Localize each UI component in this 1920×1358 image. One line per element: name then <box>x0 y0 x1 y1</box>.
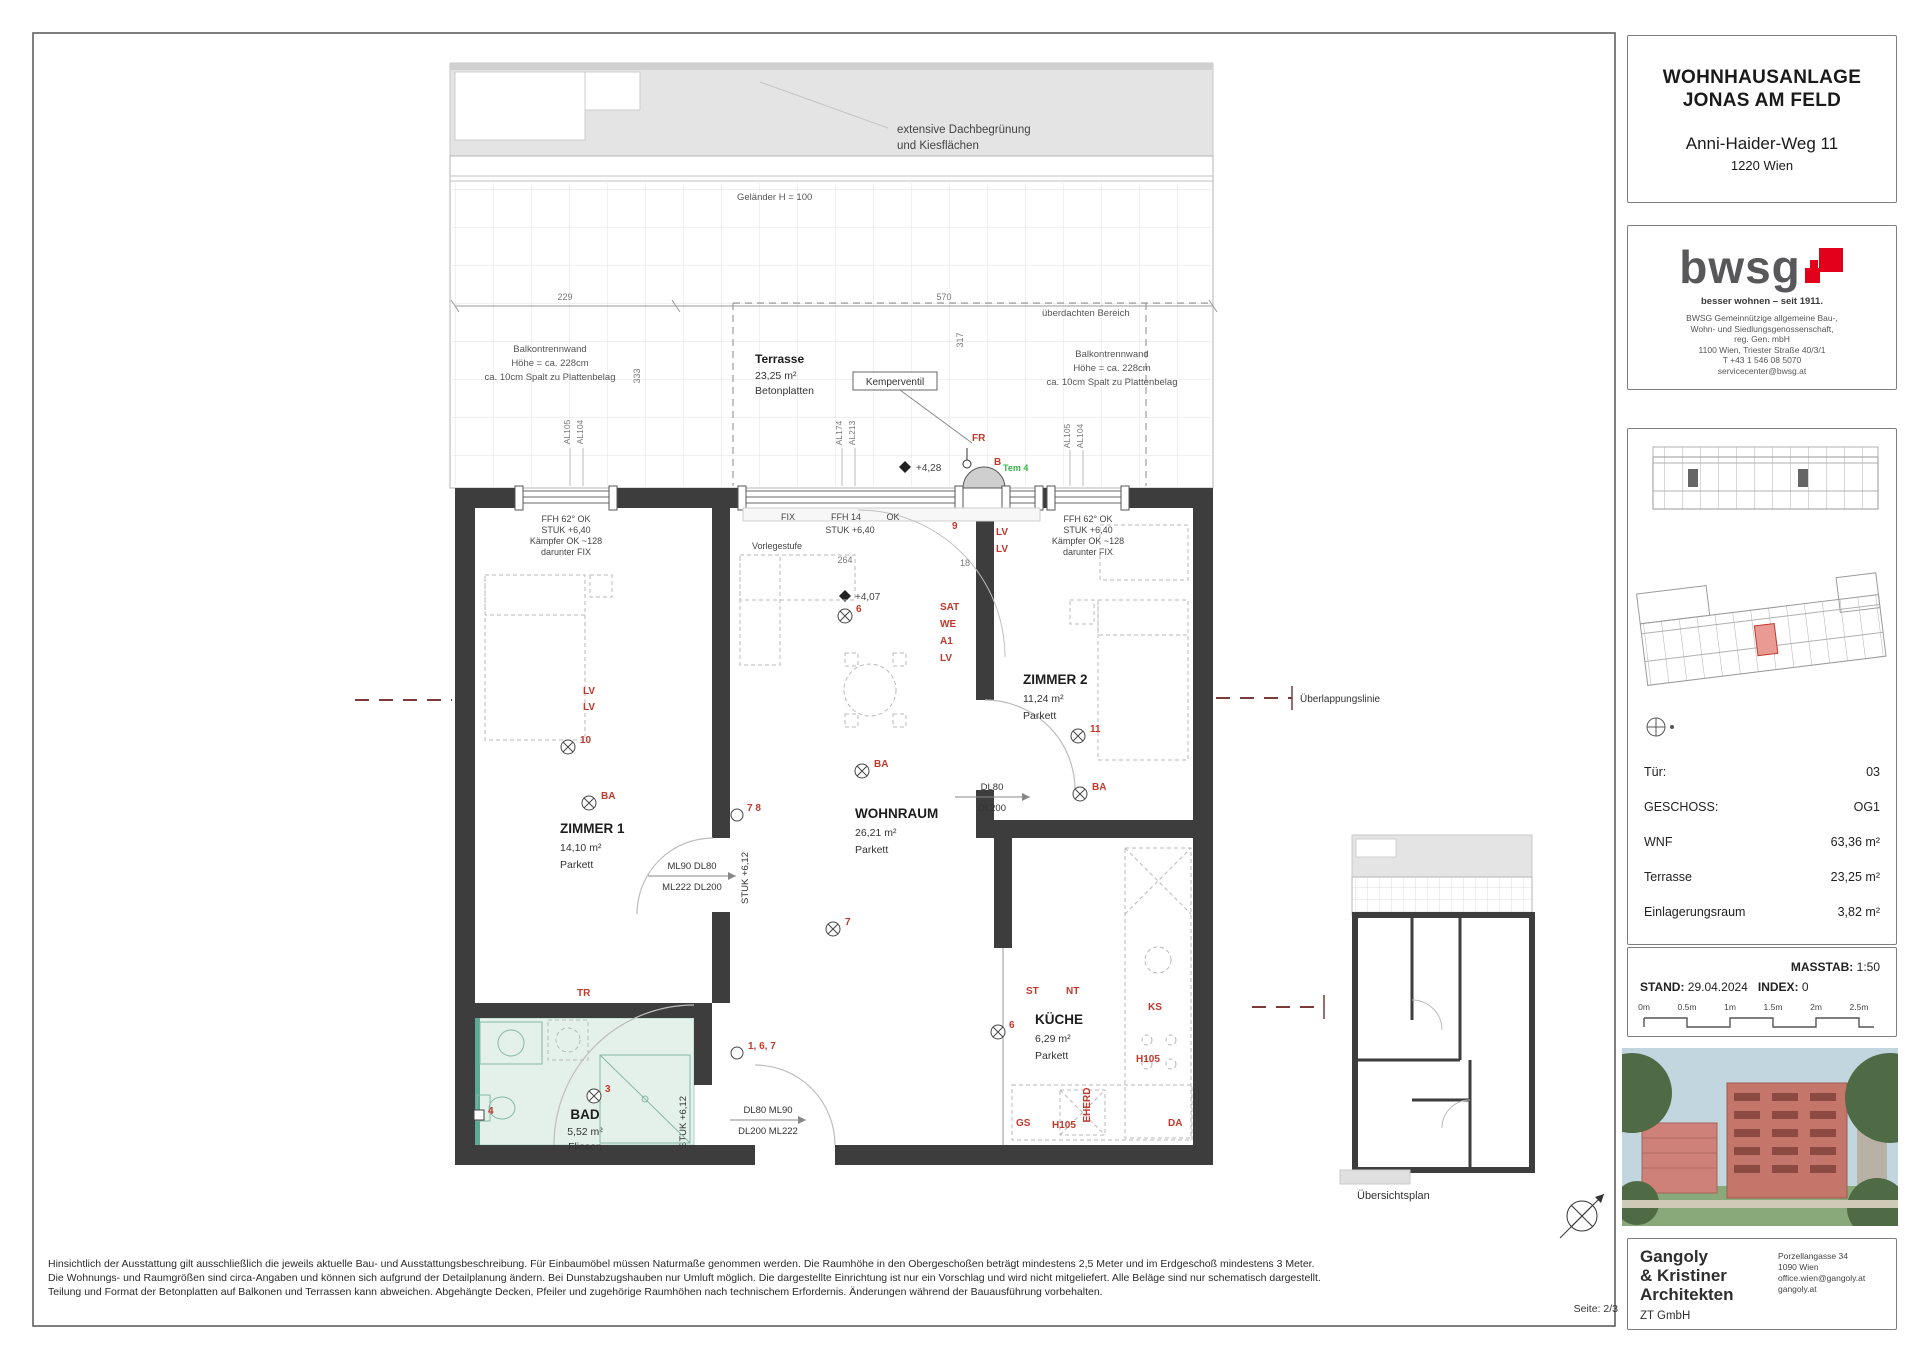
site-plan-map <box>1628 429 1895 759</box>
row-value: 03 <box>1866 765 1880 779</box>
index-label: INDEX: <box>1757 980 1799 994</box>
svg-text:0m: 0m <box>1638 1002 1650 1012</box>
svg-text:2.5m: 2.5m <box>1849 1002 1869 1012</box>
svg-text:Terrasse: Terrasse <box>755 352 805 366</box>
svg-text:DL80 ML90: DL80 ML90 <box>743 1105 793 1116</box>
bwsg-info-line: reg. Gen. mbH <box>1734 334 1790 344</box>
stand-value: 29.04.2024 <box>1687 980 1748 994</box>
roof-label: extensive Dachbegrünung <box>897 124 1031 136</box>
svg-text:0.5m: 0.5m <box>1677 1002 1697 1012</box>
svg-text:3: 3 <box>605 1084 611 1095</box>
bwsg-info-line: BWSG Gemeinnützige allgemeine Bau-, <box>1686 313 1838 323</box>
title-block <box>1627 35 1897 203</box>
dim-inner <box>837 555 970 568</box>
architect-contact-line: 1090 Wien <box>1778 1262 1819 1272</box>
project-city: 1220 Wien <box>1730 158 1794 173</box>
svg-text:AL174: AL174 <box>834 420 844 446</box>
room-zimmer2-label <box>1023 672 1088 722</box>
architect-contact-line: gangoly.at <box>1778 1284 1817 1294</box>
svg-text:AL213: AL213 <box>847 420 857 446</box>
svg-text:7: 7 <box>845 917 851 928</box>
svg-text:6: 6 <box>856 604 862 615</box>
masstab-label: MASSTAB: <box>1790 960 1854 974</box>
building-rendering <box>1622 1048 1898 1226</box>
architect-name-line: & Kristiner <box>1640 1266 1727 1285</box>
svg-text:26,21 m²: 26,21 m² <box>855 827 897 839</box>
bwsg-info-line: 1100 Wien, Triester Straße 40/3/1 <box>1698 344 1826 355</box>
architect-contact-line: Porzellangasse 34 <box>1778 1251 1848 1261</box>
svg-text:STUK +6,12: STUK +6,12 <box>740 851 751 905</box>
svg-text:Parkett: Parkett <box>560 859 594 871</box>
row-value: 3,82 m² <box>1837 905 1880 919</box>
project-title-line2: JONAS AM FELD <box>1682 90 1842 111</box>
page-number: Seite: 2/3 <box>1573 1303 1618 1315</box>
svg-text:LV: LV <box>996 544 1009 555</box>
svg-text:GS: GS <box>1016 1118 1031 1129</box>
svg-text:LV: LV <box>940 653 953 664</box>
svg-text:STUK +6,40: STUK +6,40 <box>1063 525 1113 535</box>
stand-label: STAND: <box>1640 980 1685 994</box>
svg-text:NT: NT <box>1066 986 1080 997</box>
svg-text:AL104: AL104 <box>575 419 585 445</box>
svg-text:KS: KS <box>1148 1002 1162 1013</box>
svg-text:14,10 m²: 14,10 m² <box>560 842 602 854</box>
svg-text:FFH 62° OK: FFH 62° OK <box>1063 514 1113 524</box>
svg-text:7 8: 7 8 <box>747 803 761 814</box>
architect-name-line: Gangoly <box>1640 1247 1709 1266</box>
svg-text:BA: BA <box>601 791 616 802</box>
svg-text:23,25 m²: 23,25 m² <box>755 370 797 382</box>
architect-contact-line: office.wien@gangoly.at <box>1778 1273 1866 1283</box>
svg-text:ZIMMER 1: ZIMMER 1 <box>560 821 625 836</box>
svg-text:6: 6 <box>1009 1020 1015 1031</box>
index-value: 0 <box>1801 980 1809 994</box>
room-kueche-label <box>1035 1012 1083 1062</box>
svg-text:Parkett: Parkett <box>1023 710 1057 722</box>
dim-333: 333 <box>632 368 642 384</box>
svg-text:DL200: DL200 <box>978 803 1006 814</box>
project-title-line1: WOHNHAUSANLAGE <box>1662 67 1862 88</box>
windows <box>515 486 1129 510</box>
bwsg-logo-squares-icon <box>1801 240 1845 292</box>
svg-text:STUK +6,40: STUK +6,40 <box>825 525 875 535</box>
svg-text:STUK +6,12: STUK +6,12 <box>678 1095 689 1149</box>
gelaender-label: Geländer H = 100 <box>737 192 813 203</box>
svg-text:1, 6, 7: 1, 6, 7 <box>748 1041 776 1052</box>
svg-text:Kämpfer OK ~128: Kämpfer OK ~128 <box>529 536 603 546</box>
svg-text:Parkett: Parkett <box>855 844 889 856</box>
scale-bar <box>1628 1000 1895 1034</box>
svg-text:darunter FIX: darunter FIX <box>1062 547 1114 557</box>
svg-text:AL104: AL104 <box>1075 423 1085 449</box>
svg-text:6,29 m²: 6,29 m² <box>1035 1033 1071 1045</box>
svg-text:FFH 62° OK: FFH 62° OK <box>541 514 591 524</box>
svg-text:H105: H105 <box>1052 1120 1076 1131</box>
room-wohnraum-label <box>855 806 938 856</box>
room-bad-label <box>567 1107 603 1153</box>
table-row <box>1644 870 1880 884</box>
door-labels <box>648 782 1030 1148</box>
svg-text:darunter FIX: darunter FIX <box>540 547 592 557</box>
project-address: Anni-Haider-Weg 11 <box>1685 134 1839 153</box>
svg-text:DL80: DL80 <box>980 782 1004 793</box>
svg-text:AL105: AL105 <box>562 419 572 445</box>
svg-text:Kämpfer OK ~128: Kämpfer OK ~128 <box>1051 536 1125 546</box>
bwsg-info-line: T +43 1 546 08 5070 <box>1722 355 1802 365</box>
svg-text:ca. 10cm Spalt zu Plattenbelag: ca. 10cm Spalt zu Plattenbelag <box>1046 377 1178 388</box>
bwsg-block <box>1627 225 1897 390</box>
bwsg-slogan: besser wohnen – seit 1911. <box>1701 296 1823 307</box>
table-row <box>1644 765 1880 779</box>
svg-text:ST: ST <box>1026 986 1039 997</box>
mark-green: Tem 4 <box>1003 463 1029 473</box>
svg-text:LV: LV <box>583 686 596 697</box>
architect-name-line: Architekten <box>1640 1285 1734 1304</box>
dim-570: 570 <box>936 292 952 302</box>
svg-text:Parkett: Parkett <box>1035 1050 1069 1062</box>
roof-label-2: und Kiesflächen <box>897 140 979 152</box>
svg-text:ML90 DL80: ML90 DL80 <box>667 861 717 872</box>
svg-text:BA: BA <box>1092 782 1107 793</box>
svg-text:LV: LV <box>996 527 1009 538</box>
svg-text:A1: A1 <box>940 636 953 647</box>
room-zimmer1-label <box>560 821 625 871</box>
svg-text:BAD: BAD <box>570 1107 600 1122</box>
svg-text:DL200 ML222: DL200 ML222 <box>738 1126 798 1137</box>
table-row <box>1644 905 1880 919</box>
svg-text:11,24 m²: 11,24 m² <box>1023 693 1064 705</box>
balkontrennwand-left: Balkontrennwand <box>513 344 587 355</box>
svg-text:5,52 m²: 5,52 m² <box>567 1126 603 1138</box>
row-label: Einlagerungsraum <box>1644 905 1746 919</box>
svg-text:4: 4 <box>488 1106 494 1117</box>
svg-text:2m: 2m <box>1810 1002 1822 1012</box>
table-row <box>1644 800 1880 814</box>
bwsg-logo <box>1628 240 1896 294</box>
disclaimer-line: Hinsichtlich der Ausstattung gilt ausschließlich die jeweils aktuelle Bau- und Ausstattungsbeschreibung. Für Einbaumöbel müssen Naturmaße genommen werden. Die Raumhöhe in den Obergeschoßen beträgt mindestens 2,5 Meter und im Erdgeschoß mindestens 3 Meter. <box>48 1258 1315 1270</box>
mark-fr: FR <box>972 433 986 444</box>
vorlegestufe-label: Vorlegestufe <box>752 541 803 551</box>
svg-text:1m: 1m <box>1724 1002 1736 1012</box>
svg-text:TR: TR <box>577 988 591 999</box>
svg-text:DA: DA <box>1168 1118 1183 1129</box>
svg-text:EHERD: EHERD <box>1082 1087 1093 1123</box>
svg-text:9: 9 <box>952 521 958 532</box>
masstab-block <box>1627 947 1897 1037</box>
svg-text:Höhe = ca. 228cm: Höhe = ca. 228cm <box>1073 363 1151 374</box>
uebersichtsplan <box>1340 835 1532 1202</box>
site-plan-block <box>1627 428 1897 945</box>
svg-text:Kemperventil: Kemperventil <box>865 377 925 388</box>
svg-text:WOHNRAUM: WOHNRAUM <box>855 806 939 821</box>
highlighted-unit <box>1754 624 1778 656</box>
level-inside: +4,07 <box>855 592 881 603</box>
row-value: OG1 <box>1853 800 1880 814</box>
row-label: GESCHOSS: <box>1644 800 1719 814</box>
terrace-area <box>450 156 1217 488</box>
disclaimer-line: Teilung und Format der Betonplatten auf Balkonen und Terrassen kann abweichen. Abgehängte Decken, Pfeiler und zugehörige Raumhöhen nach technischem Erfordernis. Änderungen während der Bauausführung vorbehalten. <box>48 1285 1103 1298</box>
bwsg-info-line: servicecenter@bwsg.at <box>1717 365 1807 376</box>
svg-text:Betonplatten: Betonplatten <box>755 385 814 397</box>
masstab-value: 1:50 <box>1856 960 1880 974</box>
svg-text:264: 264 <box>837 555 853 565</box>
architect-block <box>1627 1238 1897 1330</box>
row-value: 63,36 m² <box>1830 835 1880 849</box>
uebersichtsplan-label: Übersichtsplan <box>1357 1190 1430 1202</box>
level-terrace: +4,28 <box>916 463 942 474</box>
svg-text:WE: WE <box>940 619 957 630</box>
covered-area-label: überdachten Bereich <box>1042 308 1130 319</box>
svg-text:LV: LV <box>583 702 596 713</box>
north-arrow-icon <box>1560 1194 1604 1238</box>
svg-text:ca. 10cm Spalt zu Plattenbelag: ca. 10cm Spalt zu Plattenbelag <box>484 372 616 383</box>
table-row <box>1644 835 1880 849</box>
svg-text:ZIMMER 2: ZIMMER 2 <box>1023 672 1088 687</box>
architect-company: ZT GmbH <box>1640 1310 1691 1322</box>
svg-text:SAT: SAT <box>940 602 960 613</box>
svg-text:ML222 DL200: ML222 DL200 <box>662 882 722 893</box>
svg-text:H105: H105 <box>1136 1054 1160 1065</box>
dim-229: 229 <box>557 292 573 302</box>
svg-text:KÜCHE: KÜCHE <box>1035 1012 1084 1027</box>
row-label: Terrasse <box>1644 870 1692 884</box>
bwsg-logo-text: bwsg <box>1679 241 1801 293</box>
svg-text:10: 10 <box>580 735 592 746</box>
site-compass-icon <box>1647 718 1674 736</box>
svg-text:STUK +6,40: STUK +6,40 <box>541 525 591 535</box>
svg-text:Höhe = ca. 228cm: Höhe = ca. 228cm <box>511 358 589 369</box>
mark-b: B <box>994 457 1002 468</box>
svg-text:BA: BA <box>874 759 889 770</box>
row-label: Tür: <box>1644 765 1667 779</box>
svg-text:FFH 14: FFH 14 <box>830 512 862 522</box>
svg-text:18: 18 <box>959 558 971 568</box>
disclaimer-line: Die Wohnungs- und Raumgrößen sind circa-Angaben und können sich aufgrund der Detailplanung ändern. Bei Dunstabzugshauben nur Umluft möglich. Die dargestellte Einrichtung ist nur ein Vorschlag und wird nicht mitgeliefert. Alle Beläge sind nur schematisch dargestellt. <box>48 1271 1321 1284</box>
bwsg-info-line: Wohn- und Siedlungsgenossenschaft, <box>1690 323 1834 334</box>
svg-text:AL105: AL105 <box>1062 423 1072 449</box>
row-value: 23,25 m² <box>1830 870 1880 884</box>
svg-text:11: 11 <box>1090 724 1101 735</box>
balkontrennwand-right: Balkontrennwand <box>1075 349 1149 360</box>
dim-317: 317 <box>955 332 965 348</box>
row-label: WNF <box>1644 835 1673 849</box>
svg-text:Fliesen: Fliesen <box>568 1141 602 1153</box>
ueberlappungslinie-label: Überlappungslinie <box>1300 694 1381 705</box>
svg-text:1.5m: 1.5m <box>1763 1002 1783 1012</box>
svg-text:OK: OK <box>886 512 900 522</box>
disclaimer <box>48 1258 1578 1299</box>
svg-text:FIX: FIX <box>780 512 796 522</box>
